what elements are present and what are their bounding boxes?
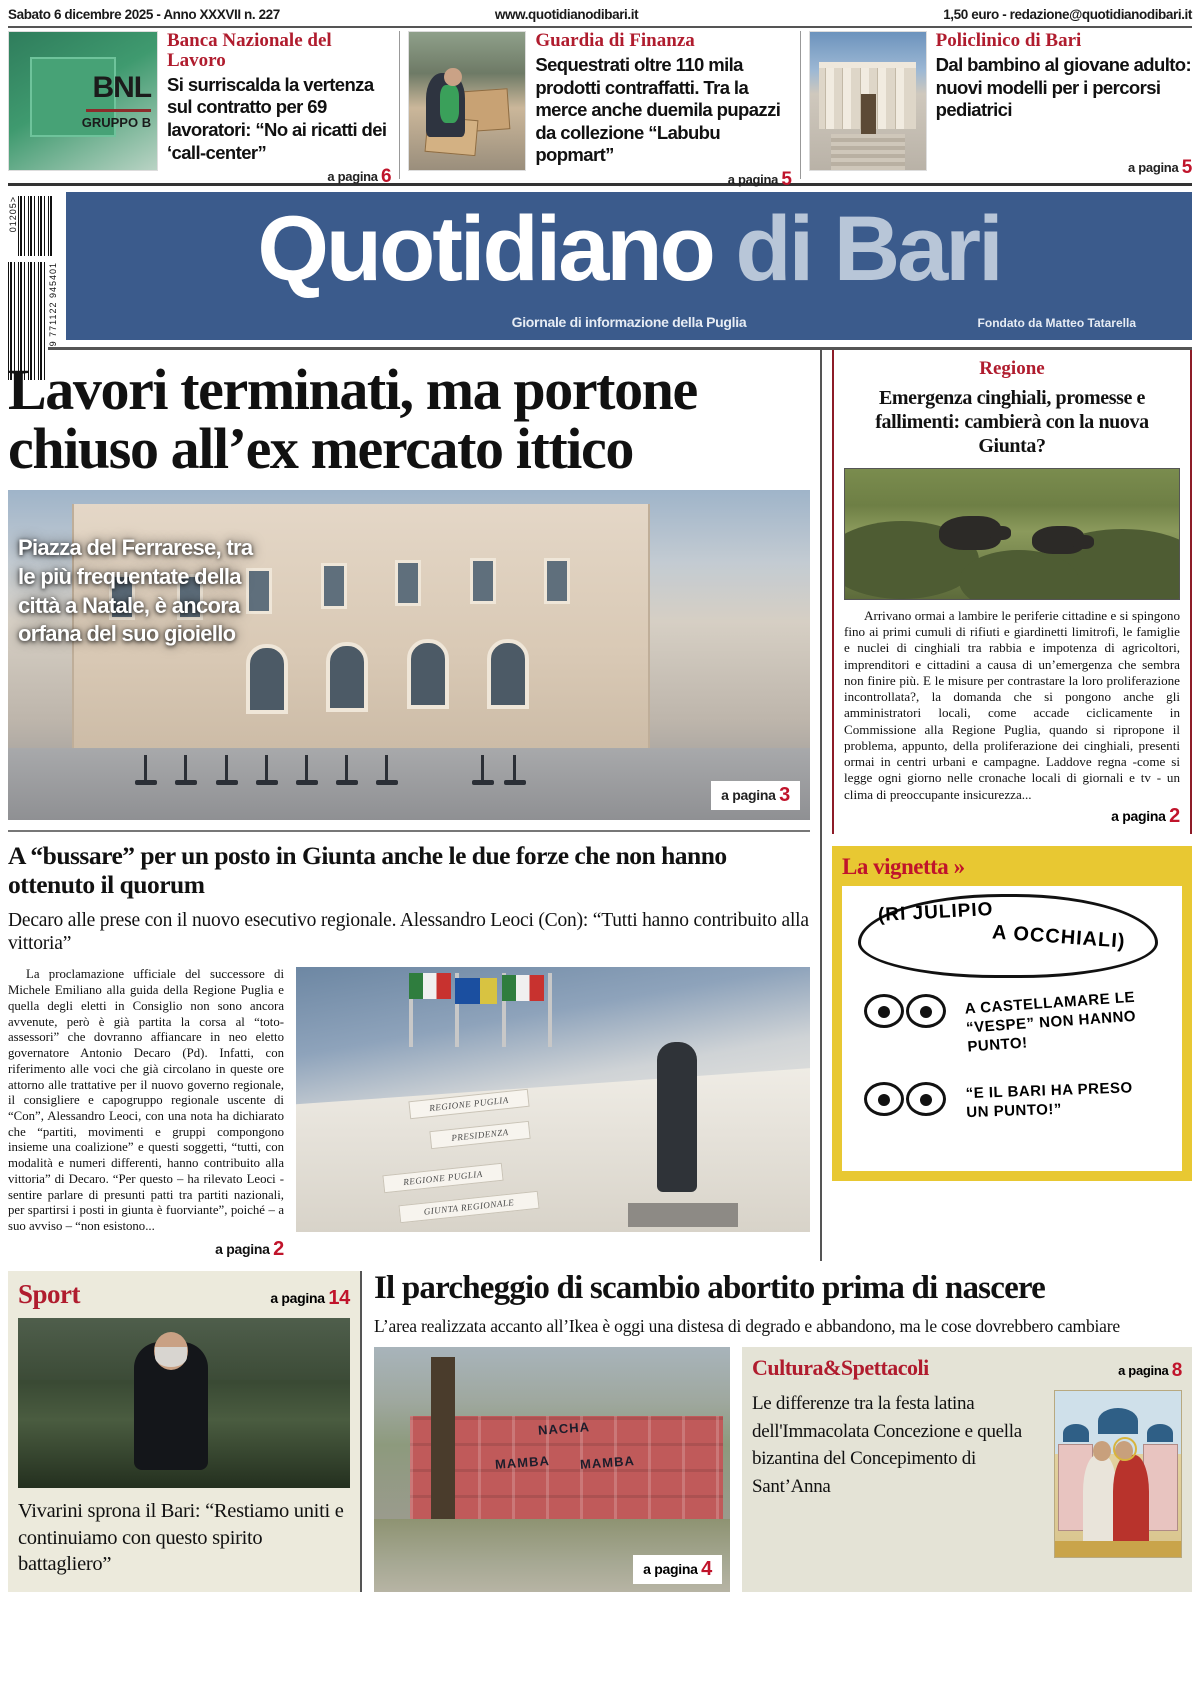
sky-kicker-policlinico: Policlinico di Bari [935,30,1082,51]
sport-article[interactable] [8,1271,360,1592]
lead-bottom-rule [8,830,810,832]
sky-promo-strip [8,30,1192,190]
right-column [820,350,1192,1261]
price-and-email[interactable]: 1,50 euro - redazione@quotidianodibari.it [943,7,1192,22]
page-label: a pagina [643,1561,698,1578]
parcheggio-subhead: L’area realizzata accanto all’Ikea è oggi una distesa di degrado e abbandono, ma le cose dovrebbero cambiare [374,1316,1120,1337]
issue-date: Sabato 6 dicembre 2025 - Anno XXXVII n. 227 [8,7,280,22]
sky-headline-bnl[interactable]: Si surriscalda la vertenza sul contratto per 69 lavoratori: “No ai ricatti dei ‘call-center” [167,73,387,163]
second-story-text: La proclamazione ufficiale del successore di Michele Emiliano alla guida della Regione Puglia e quella degli eletti in Consiglio non sono ancora avvenute, però è già partita la corsa al “toto-assessori” che dovranno affiancare in neo eletto governatore Antonio Decaro (Pd). Infatti, con riferimento alle voci che già circolano in queste ore attorno alle trattative per il nuovo governo regionale, il consigliere e capogruppo regionale uscente di “Con”, Alessandro Leoci, con una nota ha dichiarato che “partiti, movimenti e gruppi compongono insieme una coalizione” e questi soggetti, “tutti, con modalità e numeri differenti, hanno contribuito alla vittoria” di Decaro. “Per questo – ha rilevato Leoci - sentire parlare di presunti patti tra partiti nazionali, per spartirsi i posti in giunta è fuorviante”, poiché – a suo avviso – “non esistono... [8,967,284,1234]
page-label: a pagina [270,1290,325,1307]
graffiti-text-3: MAMBA [580,1453,636,1472]
sky-kicker-guardia-finanza: Guardia di Finanza [535,30,695,51]
page-label: a pagina [721,787,776,804]
cultura-header [752,1355,1182,1382]
bnl-logo-text: BNL [92,70,152,104]
page-number: 2 [273,1237,284,1260]
page-number: 5 [1181,157,1192,178]
second-story-text-column [8,967,284,1261]
main-content-grid [8,350,1192,1261]
page-label: a pagina [1111,807,1166,824]
sport-photo-coach [18,1318,350,1488]
regione-photo-wild-boars [844,468,1180,600]
page-number: 14 [328,1287,350,1310]
sky-thumb-policlinico [809,31,927,171]
barcode-large-label: 9 771122 945401 [48,262,58,347]
sky-page-ref-guardia-finanza[interactable] [535,169,791,191]
second-story-headline[interactable]: A “bussare” per un posto in Giunta anche le due forze che non hanno ottenuto il quorum [8,841,727,899]
regione-headline[interactable]: Emergenza cinghiali, promesse e fallimenti: cambierà con la nuova Giunta? [875,387,1149,457]
regione-body-text-wrap [844,608,1180,803]
sky-thumb-bnl [8,31,158,171]
sky-headline-guardia-finanza[interactable]: Sequestrati oltre 110 mila prodotti contraffatti. Tra la merce anche duemila pupazzi da collezione “Labubu popmart” [535,53,781,166]
masthead-title-main: Quotidiano [257,198,713,300]
parcheggio-article [360,1271,1192,1592]
vignetta-title: La vignetta [842,853,949,879]
sky-item-guardia-finanza[interactable] [399,30,792,190]
sky-thumb-guardia-finanza [408,31,526,171]
bottom-section [8,1271,1192,1592]
page-label: a pagina [215,1240,270,1257]
cartoon-pupil-lower-right [920,1094,932,1106]
sky-kicker-bnl: Banca Nazionale del Lavoro [167,30,332,71]
left-column [8,350,820,1261]
sky-headline-policlinico[interactable]: Dal bambino al giovane adulto: nuovi modelli per i percorsi pediatrici [935,53,1192,121]
barcode-column [8,192,66,347]
sky-item-policlinico[interactable] [800,31,1192,179]
masthead-founder: Fondato da Matteo Tatarella [977,316,1136,330]
cartoon-text-line-2: A OCCHIALI) [991,921,1127,953]
regione-body-text: Arrivano ormai a lambire le periferie cittadine e si spingono fino ai primi cumuli di rifiuti e giardinetti limitrofi, le famiglie e nuclei di cinghiali tra rabbia e impotenza di agricoltori, imprenditori e cittadini a causa di un’emergenza che sembra non finire più. E le misure per contrastare la loro proliferazione incontrollata?, la domanda che si pongono anche gli amministratori locali, come accade ciclicamente in Commissione alla Regione Puglia, quando si ripropone il problema, appunto, della proliferazione dei cinghiali, presenti ormai in centri urbani e campagne. Laddove regna -come si legge ogni giorno nelle cronache locali di giornali e tv - un clima di preoccupante insicurezza... [844,608,1180,802]
lead-story-photo [8,490,810,820]
parcheggio-page-ref[interactable] [633,1555,722,1584]
parcheggio-photo [374,1347,730,1592]
cartoon-text-line-4: “E IL BARI HA PRESO UN PUNTO!” [965,1079,1133,1121]
cartoon-pupil-lower-left [878,1094,890,1106]
page-number: 2 [1169,804,1180,827]
cartoon-text-line-3: A CASTELLAMARE LE “VESPE” NON HANNO PUNTO! [964,988,1137,1055]
cartoon-pupil-upper-left [878,1006,890,1018]
regione-page-ref[interactable] [844,805,1180,828]
page-number: 3 [779,784,790,807]
masthead-banner[interactable] [66,192,1192,340]
barcode-small-bars [18,196,54,256]
cultura-headline[interactable]: Le differenze tra la festa latina dell'Immacolata Concezione e quella bizantina del Concepimento di Sant’Anna [752,1393,1022,1497]
lead-page-ref[interactable] [711,781,800,810]
sport-section-title[interactable]: Sport [18,1279,81,1310]
cultura-section-title[interactable]: Cultura&Spettacoli [752,1355,929,1381]
photo-plaque-giunta: GIUNTA REGIONALE [398,1191,539,1224]
masthead-title [66,198,1192,300]
top-divider-rule [8,26,1192,28]
website-url[interactable]: www.quotidianodibari.it [494,7,639,22]
second-story-page-ref[interactable] [8,1237,284,1262]
photo-plaque-regione-1: REGIONE PUGLIA [408,1088,529,1118]
page-number: 8 [1171,1360,1182,1382]
vignetta-cartoon [842,886,1182,1171]
page-label: a pagina [327,169,378,185]
page-label: a pagina [1118,1363,1169,1379]
top-info-bar [0,0,1200,26]
graffiti-text-1: NACHA [537,1418,591,1438]
page-number: 6 [381,166,392,188]
sky-page-ref-policlinico[interactable] [936,157,1192,179]
masthead-section [8,192,1192,347]
cultura-article[interactable] [742,1347,1192,1592]
second-story-subhead: Decaro alle prese con il nuovo esecutivo regionale. Alessandro Leoci (Con): “Tutti hanno contribuito alla vittoria” [8,910,809,955]
vignetta-title-wrap [842,854,1182,880]
graffiti-text-2: MAMBA [494,1453,551,1472]
photo-plaque-regione-2: REGIONE PUGLIA [383,1163,504,1193]
sky-item-bnl[interactable] [8,30,392,188]
parcheggio-bottom-row [374,1347,1192,1592]
cartoon-pupil-upper-right [920,1006,932,1018]
sport-caption[interactable]: Vivarini sprona il Bari: “Restiamo uniti e continuiamo con questo spirito battagliero” [18,1500,344,1575]
sport-page-ref[interactable] [270,1287,350,1310]
cultura-page-ref[interactable] [1118,1360,1182,1382]
lead-story-headline[interactable]: Lavori terminati, ma portone chiuso all’ex mercato ittico [8,357,697,482]
cultura-icon-image [1054,1390,1182,1558]
lead-photo-caption-overlay: Piazza del Ferrarese, tra le più frequentate della città a Natale, è ancora orfana del suo gioiello [18,535,253,647]
second-story-body-row [8,967,810,1261]
regione-article[interactable] [832,350,1192,834]
bnl-logo-subtext: GRUPPO B [81,114,152,130]
page-number: 5 [781,168,792,190]
barcode-small-label: 01205> [8,196,18,233]
photo-plaque-presidenza: PRESIDENZA [429,1121,530,1149]
masthead-title-accent: di Bari [735,198,1001,300]
vignetta-box[interactable] [832,846,1192,1181]
cartoon-text-line-1: (RI JULIPIO [877,898,994,926]
masthead-subtitle: Giornale di informazione della Puglia [511,314,747,330]
second-story-photo [296,967,810,1232]
sky-page-ref-bnl[interactable] [167,166,391,188]
page-number: 4 [701,1558,712,1581]
sport-header [18,1279,350,1310]
page-label: a pagina [727,171,779,187]
vignetta-chevron-icon: » [953,853,965,879]
parcheggio-headline[interactable]: Il parcheggio di scambio abortito prima di nascere [374,1270,1046,1307]
regione-kicker: Regione [979,358,1045,379]
page-label: a pagina [1128,160,1179,175]
cultura-body [752,1390,1182,1558]
barcode-small [8,196,66,256]
